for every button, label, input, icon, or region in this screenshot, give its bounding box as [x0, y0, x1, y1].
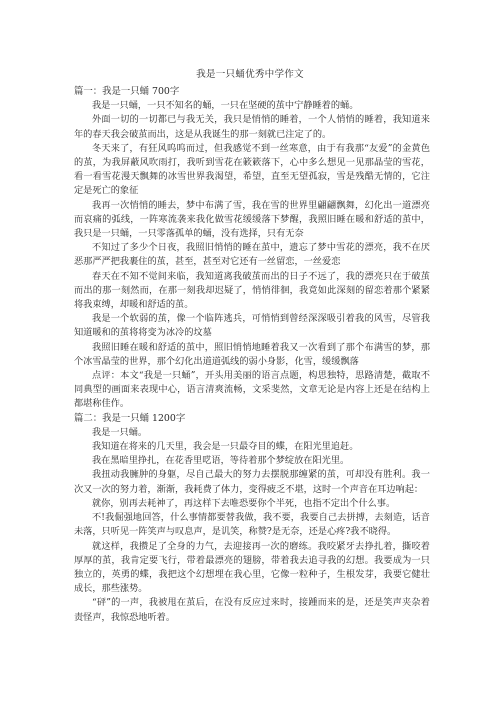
paragraph: 我是一只蛹，一只不知名的蛹，一只在坚硬的茧中宁静睡着的蛹。	[92, 100, 359, 112]
paragraph: 就你，别再去耗神了，再这样下去唯恐要你个半死，也指不定出个什么事。	[92, 497, 396, 509]
paragraph: 外面一切的一切都已与我无关，我只是悄悄的睡着，一个人悄悄的睡着，我知道来年的春天我会破茧而出，这是从我诞生的那一刻就已注定了的。	[74, 114, 430, 140]
paragraph: 春天在不知不觉间来临，我知道离我破茧而出的日子不远了，我的漂亮只在于破茧而出的那一刻然而，在那一刻我却迟疑了，悄悄徘徊，我竟如此深刻的留恋着那个紧紧将我束缚，却暖和舒适的茧。	[74, 270, 430, 311]
document-title: 我是一只蛹优秀中学作文	[196, 69, 304, 80]
paragraph: 我在黑暗里挣扎，在花香里呓语，等待着那个梦绽放在阳光里。	[92, 455, 350, 467]
paragraph: 冬天来了，有狂风呜呜而过，但我感觉不到一丝寒意，由于有我那“友爱”的金黄色的茧，为我屏蔽风吹雨打，我听到雪花在簌簌落下，心中多么想见一见那晶莹的雪花，看一看雪花漫天飘舞的冰雪世界我渴望，希望，直至无望孤寂，雪是残酷无情的，它注定是死亡的象征	[74, 142, 430, 197]
paragraph: 不!我倔强地回答，什么事情都要替我做，我不要，我要自己去拼搏，去刻造，话音未落，只听见一阵笑声与叹息声，是讥笑，称赞?是无奈，还是心疼?我不晓得。	[74, 512, 430, 538]
paragraph: 我扭动我臃肿的身躯，尽自己最大的努力去摆脱那缠紧的茧，可却没有胜利。我一次又一次的努力着，渐渐，我耗费了体力，变得疲乏不堪，这时一个声音在耳边响起：	[74, 469, 430, 495]
review-paragraph: 点评：本文“我是一只蛹”，开头用美丽的语言点题，构思独特，思路清楚，截取不同典型的画面来表现中心，语言清爽流畅，文采斐然，文章无论是内容上还是在结构上都堪称佳作。	[74, 370, 430, 410]
paragraph: 就这样，我攒足了全身的力气，去迎接再一次的磨练。我咬紧牙去挣扎着，撕咬着厚厚的茧，我肯定要飞行，带着最漂亮的翅膀，带着我去追寻我的幻想。我要成为一只独立的，英勇的蝶，我把这个幻想埋在我心里，它像一粒种子，生根发芽，我要它健壮成长，那些涨势。	[74, 540, 430, 595]
paragraph: 我知道在将来的几天里，我会是一只最夺目的蝶，在阳光里追赶。	[92, 441, 359, 453]
paragraph: 我再一次悄悄的睡去，梦中布满了雪，我在雪的世界里翩翩飘舞，幻化出一道漂亮而哀痛的弧线，一阵寒流袭来我化做雪花缓缓落下梦醒，我照旧睡在暖和舒适的茧中，我只是一只蛹，一只零落孤单的蛹，没有选择，只有无奈	[74, 199, 430, 240]
paragraph: 我是一只蛹。	[92, 426, 148, 438]
paragraph: 不知过了多少个日夜，我照旧悄悄的睡在茧中，遗忘了梦中雪花的漂亮，我不在厌恶那严严把我裹住的茧，甚至，甚至对它还有一丝留恋，一丝爱恋	[74, 242, 430, 268]
document-body	[74, 85, 430, 625]
paragraph: 我照旧睡在暖和舒适的茧中，照旧悄悄地睡着我又一次看到了那个布满雪的梦，那个冰雪晶莹的世界，那个幻化出道道弧线的弱小身影，化雪，缓缓飘落	[74, 341, 430, 367]
paragraph: 我是一个软弱的茧，像一个临阵逃兵，可悄悄到曾经深深吸引着我的风雪，尽管我知道暖和的茧将将变为冰冷的坟墓	[74, 313, 430, 339]
paragraph: “砰”的一声，我被甩在茧后，在没有反应过来时，接踵而来的是，还是笑声夹杂着责怪声，我惊恐地听着。	[74, 597, 430, 623]
section-heading: 篇一：我是一只蛹 700字	[74, 86, 180, 97]
section-heading: 篇二：我是一只蛹 1200字	[74, 412, 186, 424]
